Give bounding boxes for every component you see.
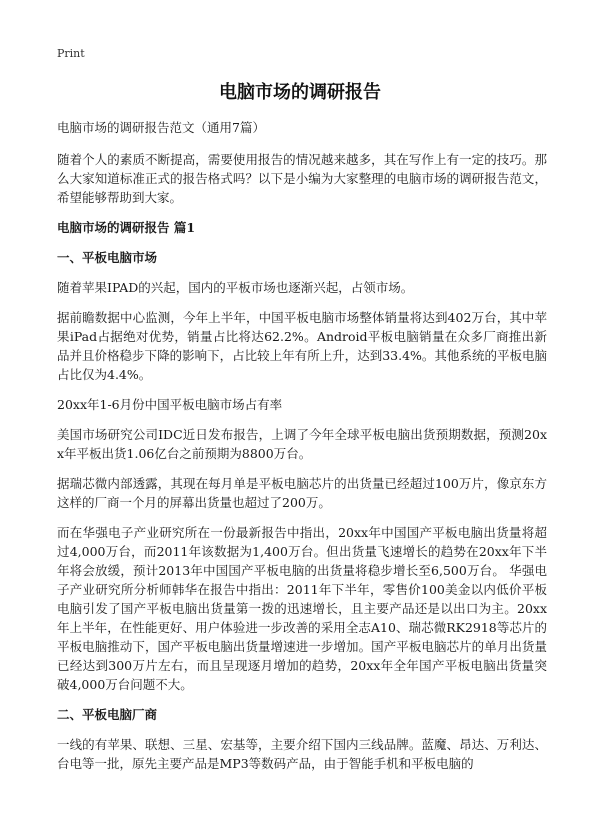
intro-paragraph: 随着个人的素质不断提高，需要使用报告的情况越来越多，其在写作上有一定的技巧。那么大家知道标准正式的报告格式吗？以下是小编为大家整理的电脑市场的调研报告范文，希望能够帮助到大家。 — [57, 152, 547, 205]
paragraph: 一线的有苹果、联想、三星、宏基等，主要介绍下国内三线品牌。蓝魔、昂达、万利达、台电等一批，原先主要产品是MP3等数码产品，由于智能手机和平板电脑的 — [57, 737, 547, 771]
document-title: 电脑市场的调研报告 — [219, 82, 381, 103]
print-label: Print — [57, 47, 85, 60]
heading-tablet-vendors: 二、平板电脑厂商 — [57, 707, 158, 722]
paragraph: 随着苹果IPAD的兴起，国内的平板市场也逐渐兴起，占领市场。 — [57, 280, 414, 295]
paragraph: 美国市场研究公司IDC近日发布报告，上调了今年全球平板电脑出货预期数据，预测20xx年平板出货1.06亿台之前预期为8800万台。 — [57, 427, 547, 461]
paragraph: 20xx年1-6月份中国平板电脑市场占有率 — [57, 397, 283, 412]
paragraph: 据瑞芯微内部透露，其现在每月单是平板电脑芯片的出货量已经超过100万片，像京东方这样的厂商一个月的屏幕出货量也超过了200万。 — [57, 476, 547, 510]
document-subtitle: 电脑市场的调研报告范文（通用7篇） — [57, 120, 265, 135]
paragraph: 而在华强电子产业研究所在一份最新报告中指出，20xx年中国国产平板电脑出货量将超过4,000万台，而2011年该数据为1,400万台。但出货量飞速增长的趋势在20xx年下半年将会放缓，预计2013年中国国产平板电脑的出货量将稳步增长至6,500万台。 华强电子产业研究所分析师韩华在报告中指出：2011年下半年，零售价100美金以内低价平板电脑引发了国产平板电脑出货量第一拨的迅速增长，且主要产品还是以出口为主。20xx年上半年，在性能更好、用户体验进一步改善的采用全志A10、瑞芯微RK2918等芯片的平板电脑推动下，国产平板电脑出货量增速进一步增加。国产平板电脑芯片的单月出货量已经达到300万片左右，而且呈现逐月增加的趋势，20xx年全年国产平板电脑出货量突破4,000万台问题不大。 — [57, 525, 547, 692]
paragraph: 据前瞻数据中心监测，今年上半年，中国平板电脑市场整体销量将达到402万台，其中苹果iPad占据绝对优势，销量占比将达62.2%。Android平板电脑销量在众多厂商推出新品并且价格稳步下降的影响下，占比较上年有所上升，达到33.4%。其他系统的平板电脑占比仅为4.4%。 — [57, 310, 547, 382]
document-body — [57, 118, 547, 784]
heading-tablet-market: 一、平板电脑市场 — [57, 250, 158, 265]
section-title: 电脑市场的调研报告 篇1 — [57, 220, 196, 235]
